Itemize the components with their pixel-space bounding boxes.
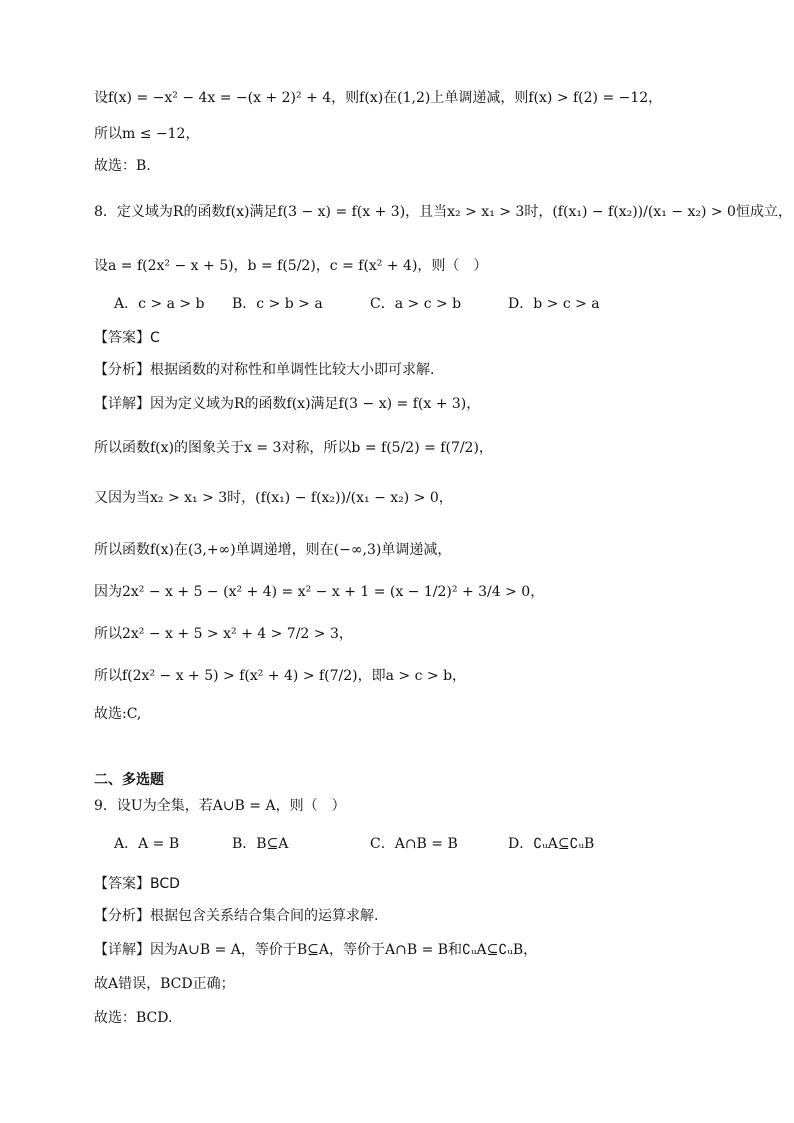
q8-detail-5: 因为2x² − x + 5 − (x² + 4) = x² − x + 1 = (x − 1/2)² + 3/4 > 0，: [94, 584, 545, 600]
line-choose-b: 故选：B.: [94, 158, 151, 174]
q9-analysis: 【分析】根据包含关系结合集合间的运算求解.: [94, 908, 379, 924]
q8-option-b: B．c > b > a: [232, 296, 323, 312]
q9-detail-1: 【详解】因为A∪B = A，等价于B⊆A，等价于A∩B = B和∁ᵤA⊆∁ᵤB，: [94, 942, 538, 958]
q9-detail-3: 故选：BCD.: [94, 1010, 173, 1026]
q9-option-b: B．B⊆A: [232, 836, 289, 852]
q8-detail-7: 所以f(2x² − x + 5) > f(x² + 4) > f(7/2)，即a > c > b，: [94, 668, 467, 684]
line-m: 所以m ≤ −12，: [94, 126, 200, 142]
q8-detail-2: 所以函数f(x)的图象关于x = 3对称，所以b = f(5/2) = f(7/2)，: [94, 440, 493, 456]
q8-detail-6: 所以2x² − x + 5 > x² + 4 > 7/2 > 3，: [94, 626, 353, 642]
q8-option-c: C．a > c > b: [370, 296, 462, 312]
q9-detail-2: 故A错误，BCD正确；: [94, 976, 235, 992]
line-setf: 设f(x) = −x² − 4x = −(x + 2)² + 4，则f(x)在(1,2)上单调递减，则f(x) > f(2) = −12，: [94, 90, 663, 106]
q8-detail-3: 又因为当x₂ > x₁ > 3时，(f(x₁) − f(x₂))/(x₁ − x₂) > 0，: [94, 490, 453, 506]
q8-analysis: 【分析】根据函数的对称性和单调性比较大小即可求解.: [94, 362, 435, 378]
question-9: 9．设U为全集，若A∪B = A，则（ ）: [94, 798, 346, 814]
q8-answer: 【答案】C: [94, 330, 160, 346]
q8-option-d: D．b > c > a: [508, 296, 600, 312]
q9-answer: 【答案】BCD: [94, 876, 180, 892]
question-8: 8．定义域为R的函数f(x)满足f(3 − x) = f(x + 3)，且当x₂ > x₁ > 3时，(f(x₁) − f(x₂))/(x₁ − x₂) > 0恒成立，: [94, 204, 792, 220]
q8-option-a: A．c > a > b: [114, 296, 205, 312]
q8-detail-1: 【详解】因为定义域为R的函数f(x)满足f(3 − x) = f(x + 3)，: [94, 396, 481, 412]
q9-option-c: C．A∩B = B: [370, 836, 458, 852]
question-8-cont: 设a = f(2x² − x + 5)，b = f(5/2)，c = f(x² + 4)，则（ ）: [94, 258, 488, 274]
q8-detail-8: 故选:C,: [94, 706, 142, 722]
q8-detail-4: 所以函数f(x)在(3,+∞)单调递增，则在(−∞,3)单调递减，: [94, 542, 452, 558]
q9-option-a: A．A = B: [114, 836, 180, 852]
q9-option-d: D．∁ᵤA⊆∁ᵤB: [508, 836, 595, 852]
section-heading: 二、多选题: [94, 772, 164, 788]
